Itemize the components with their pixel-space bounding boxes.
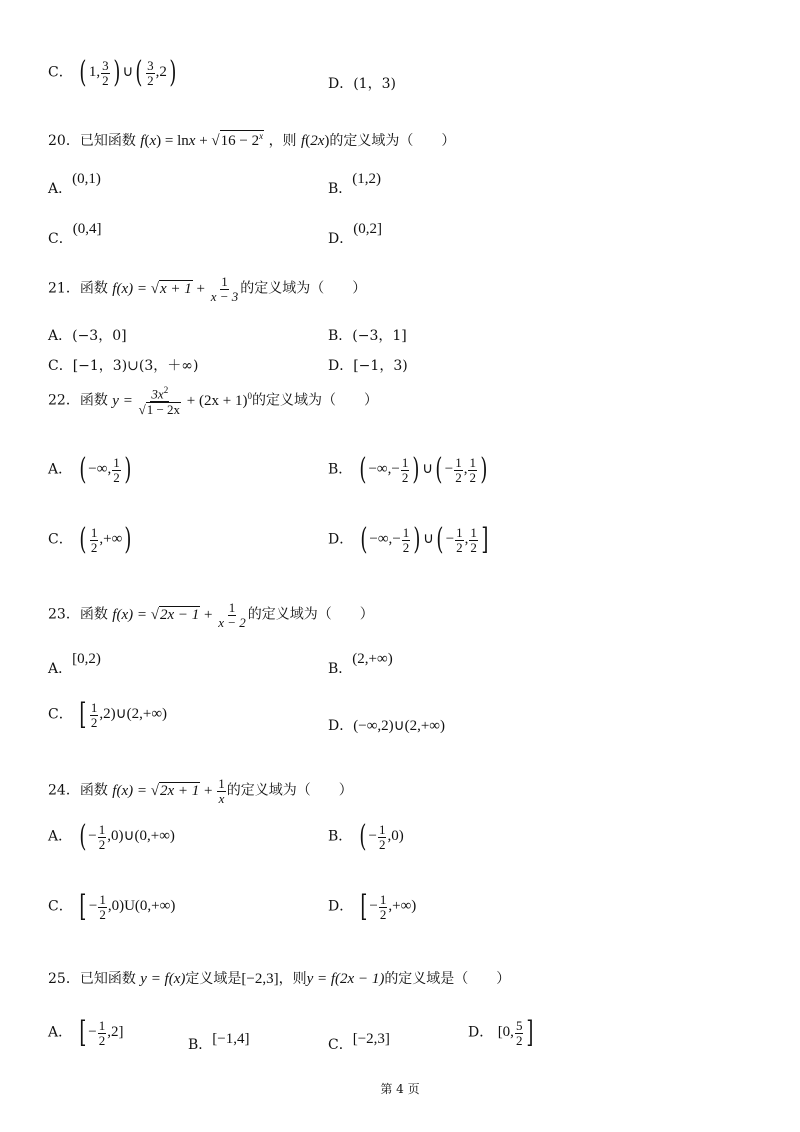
q19-option-c: C． ( 1, $\frac{3}{2}$ ) ∪( $\frac{3}{2}$ ,2) <box>48 55 177 90</box>
q23-option-a: A．[0,2) <box>48 651 101 677</box>
q25-option-a: A． [ − $\frac{1}{2}$ ,2] <box>48 1015 124 1050</box>
q22-option-a: A． ( −∞, $\frac{1}{2}$ ) <box>48 452 132 487</box>
q22-option-c: C． ( $\frac{1}{2}$ ,+∞) <box>48 522 132 557</box>
q22-option-b: B． ( −∞,− $\frac{1}{2}$ ) ∪( − $\frac{1}{2}$ , $\frac{1}{2}$ ) <box>328 452 488 487</box>
q23-option-d: D．(−∞,2)∪(2,+∞) <box>328 718 445 734</box>
q20-option-a: A．(0,1) <box>48 171 101 197</box>
fraction: $\frac{3}{2}$ <box>102 57 109 88</box>
q25-option-c: C．[−2,3] <box>328 1031 390 1053</box>
question-23: 23．函数 f(x) = √ 2x − 1 + $\frac{1}{x - 2}$ 的定义域为（ ） <box>48 600 374 630</box>
q24-option-b: B． ( − $\frac{1}{2}$ ,0) <box>328 819 404 854</box>
q20-option-c: C．(0,4] <box>48 221 102 247</box>
q25-option-d: D． [0, $\frac{5}{2}$ ] <box>468 1015 534 1050</box>
q24-option-d: D． [ − $\frac{1}{2}$ ,+∞) <box>328 889 417 924</box>
page-number: 第 4 页 <box>380 1082 420 1096</box>
q19-option-d: D．(1，3) <box>328 76 396 92</box>
q24-option-c: C． [ − $\frac{1}{2}$ ,0)U(0,+∞) <box>48 889 176 924</box>
q23-option-c: C． [ $\frac{1}{2}$ ,2)∪(2,+∞) <box>48 697 168 732</box>
q24-option-a: A． ( − $\frac{1}{2}$ ,0)∪(0,+∞) <box>48 819 175 854</box>
question-21: 21．函数 f(x) = √ x + 1 + $\frac{1}{x - 3}$ 的定义域为（ ） <box>48 274 367 304</box>
q25-option-b: B．[−1,4] <box>188 1031 250 1053</box>
q20-option-d: D．(0,2] <box>328 221 382 247</box>
q21-option-d: D．[−1，3) <box>328 358 408 374</box>
question-22: 22．函数 y = $3x^2$ √ 1 − 2x + $(2x + 1)^0$的定义域为（ ） <box>48 385 378 417</box>
q23-option-b: B．(2,+∞) <box>328 651 393 677</box>
question-20: 20．已知函数 f(x) = lnx + √ $16 - 2^x$ ，则 f(2x)的定义域为（ ） <box>48 131 456 149</box>
q22-option-d: D． ( −∞,− $\frac{1}{2}$ ) ∪( − $\frac{1}{2}$ , $\frac{1}{2}$ ] <box>328 522 489 557</box>
q21-option-b: B．(−3，1] <box>328 328 407 344</box>
q21-option-a: A．(−3，0] <box>48 328 127 344</box>
question-24: 24．函数 f(x) = √ 2x + 1 + $\frac{1}{x}$ 的定义域为（ ） <box>48 776 353 806</box>
q21-option-c: C．[−1，3)∪(3，＋∞) <box>48 358 199 374</box>
q20-option-b: B．(1,2) <box>328 171 382 197</box>
question-25: 25．已知函数 y = f(x)定义域是[−2,3]，则y = f(2x − 1)的定义域是（ ） <box>48 971 511 987</box>
